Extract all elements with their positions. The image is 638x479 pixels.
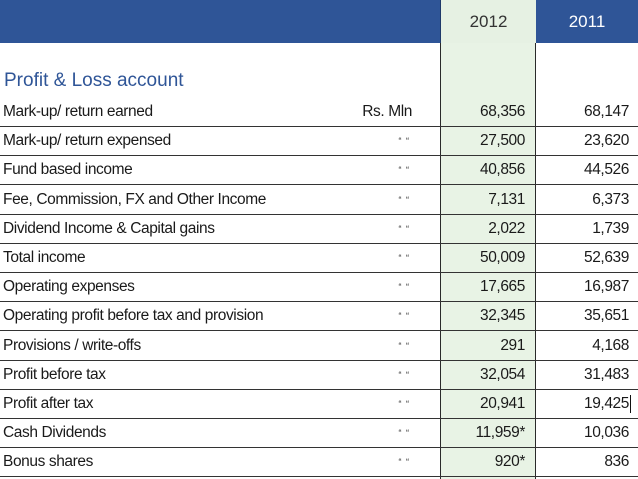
row-label: Operating expenses (3, 278, 135, 296)
row-unit: “ “ (398, 282, 410, 293)
value-2012: 40,856 (479, 161, 525, 179)
column-header-2011: 2011 (536, 0, 638, 43)
value-2011: 836 (604, 453, 629, 471)
value-2011: 44,526 (583, 161, 629, 179)
row-unit: “ “ (398, 223, 410, 234)
row-label: Cash Dividends (3, 424, 106, 442)
row-unit: “ “ (398, 253, 410, 263)
value-2012: 50,009 (479, 249, 525, 266)
table-row (0, 186, 638, 215)
table-row (0, 156, 638, 185)
row-unit: “ “ (398, 399, 410, 409)
row-label: Provisions / write-offs (3, 336, 141, 354)
value-2011: 52,639 (583, 249, 629, 266)
value-2011: 4,168 (592, 336, 629, 354)
value-2011: 35,651 (583, 307, 629, 325)
value-2011: 68,147 (583, 103, 629, 120)
row-label: Mark-up/ return expensed (3, 132, 171, 150)
table-row (0, 273, 638, 302)
table-row (0, 302, 638, 331)
value-2011: 23,620 (583, 132, 629, 150)
row-unit: “ “ (398, 136, 410, 147)
table-row (0, 390, 638, 419)
row-unit: Rs. Mln (362, 103, 412, 120)
value-2011: 16,987 (583, 278, 629, 296)
table-row (0, 215, 638, 244)
table-row (0, 332, 638, 361)
value-2012: 7,131 (488, 190, 525, 208)
value-2011: 6,373 (592, 190, 629, 208)
value-2012: 32,345 (479, 307, 525, 325)
value-2012: 68,356 (479, 103, 525, 120)
row-label: Fund based income (3, 161, 133, 179)
value-2012: 920* (494, 453, 525, 471)
row-label: Fee, Commission, FX and Other Income (3, 190, 266, 208)
row-label: Profit after tax (3, 395, 94, 412)
column-header-2012: 2012 (440, 0, 536, 43)
row-unit: “ “ (398, 428, 410, 439)
table-row (0, 244, 638, 273)
value-2012: 27,500 (479, 132, 525, 150)
row-unit: “ “ (398, 194, 410, 205)
row-unit: “ “ (398, 165, 410, 176)
section-title: Profit & Loss account (4, 70, 184, 91)
value-2012: 32,054 (479, 365, 525, 383)
row-unit: “ “ (398, 340, 410, 351)
row-unit: “ “ (398, 311, 410, 322)
value-2011: 31,483 (583, 365, 629, 383)
table-row (0, 448, 638, 477)
value-2012: 2,022 (488, 219, 525, 237)
row-label: Dividend Income & Capital gains (3, 219, 215, 237)
row-label: Total income (3, 249, 86, 266)
row-unit: “ “ (398, 457, 410, 468)
row-label: Mark-up/ return earned (3, 103, 153, 120)
table-row (0, 419, 638, 448)
value-2012: 20,941 (479, 395, 525, 412)
value-2011: 10,036 (583, 424, 629, 442)
value-2011: 1,739 (592, 219, 629, 237)
table-row (0, 127, 638, 156)
table-row (0, 361, 638, 390)
value-2012: 11,959* (475, 424, 525, 442)
value-2012: 291 (500, 336, 525, 354)
row-unit: “ “ (398, 369, 410, 380)
value-2012: 17,665 (479, 278, 525, 296)
value-2011: 19,425 (536, 395, 631, 413)
row-label: Bonus shares (3, 453, 93, 471)
table-row (0, 98, 638, 127)
row-label: Profit before tax (3, 365, 106, 383)
row-label: Operating profit before tax and provision (3, 307, 264, 325)
